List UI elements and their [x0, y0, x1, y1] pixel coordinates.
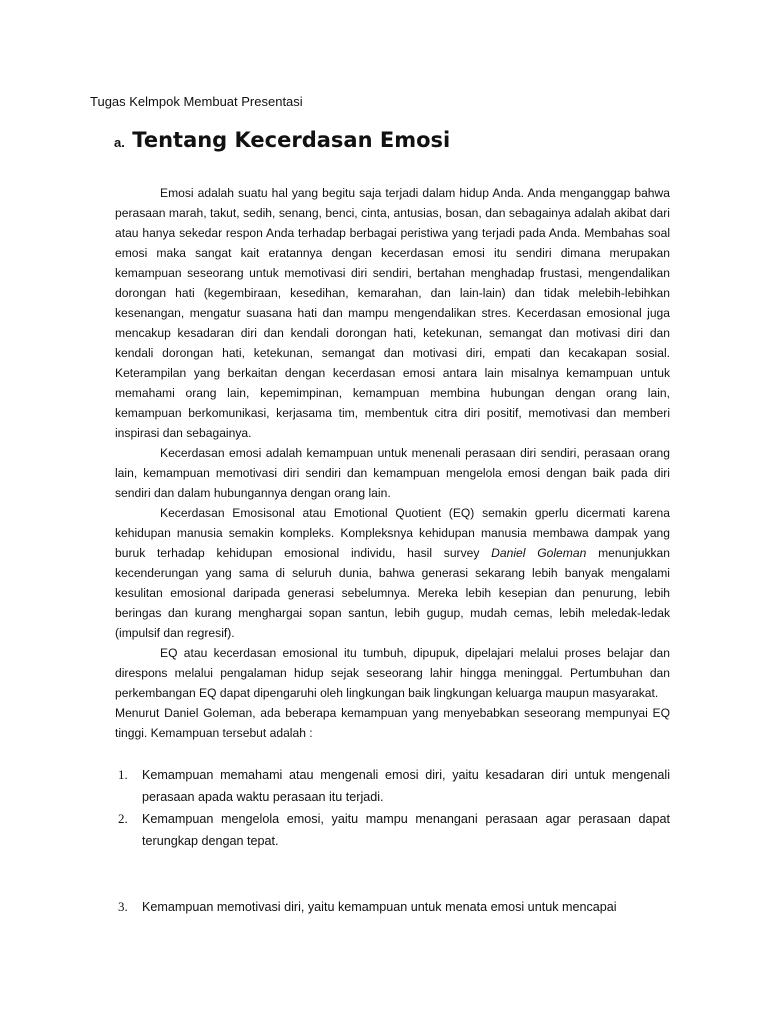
header-note: Tugas Kelmpok Membuat Presentasi	[90, 94, 303, 109]
numbered-list	[115, 764, 670, 852]
section-heading	[114, 128, 450, 152]
section-title: Tentang Kecerdasan Emosi	[132, 128, 451, 152]
body-text	[115, 183, 670, 743]
list-item-number: 2.	[118, 811, 128, 826]
list-item-number: 3.	[118, 899, 128, 914]
list-item-text: Kemampuan memotivasi diri, yaitu kemampuan untuk menata emosi untuk mencapai	[142, 900, 617, 914]
list-item	[115, 896, 670, 918]
paragraph-3-italic-name: Daniel Goleman	[491, 546, 587, 560]
list-item-text: Kemampuan mengelola emosi, yaitu mampu menangani perasaan agar perasaan dapat terungkap dengan tepat.	[142, 812, 670, 848]
list-item-text: Kemampuan memahami atau mengenali emosi diri, yaitu kesadaran diri untuk mengenali perasaan apada waktu perasaan itu terjadi.	[142, 768, 670, 804]
paragraph-1: Emosi adalah suatu hal yang begitu saja terjadi dalam hidup Anda. Anda menganggap bahwa perasaan marah, takut, sedih, senang, benci, cinta, antusias, bosan, dan sebagainya adalah akibat dari atau hanya sekedar respon Anda terhadap berbagai peristiwa yang terjadi pada Anda. Membahas soal emosi maka sangat kait eratannya dengan kecerdasan emosi itu sendiri dimana merupakan kemampuan seseorang untuk memotivasi diri sendiri, bertahan menghadap frustasi, mengendalikan dorongan hati (kegembiraan, kesedihan, kemarahan, dan lain-lain) dan tidak melebih-lebihkan kesenangan, mengatur suasana hati dan mampu mengendalikan stres. Kecerdasan emosional juga mencakup kesadaran diri dan kendali dorongan hati, ketekunan, semangat dan motivasi diri dan kendali dorongan hati, ketekunan, semangat dan motivasi diri, empati dan kecakapan sosial. Keterampilan yang berkaitan dengan kecerdasan emosi antara lain misalnya kemampuan untuk memahami orang lain, kepemimpinan, kemampuan membina hubungan dengan orang lain, kemampuan berkomunikasi, kerjasama tim, membentuk citra diri positif, memotivasi dan memberi inspirasi dan sebagainya.	[115, 186, 670, 440]
list-item	[115, 764, 670, 808]
paragraph-3	[115, 503, 670, 643]
list-item-number: 1.	[118, 767, 128, 782]
paragraph-5: Menurut Daniel Goleman, ada beberapa kemampuan yang menyebabkan seseorang mempunyai EQ tinggi. Kemampuan tersebut adalah :	[115, 706, 670, 740]
paragraph-2: Kecerdasan emosi adalah kemampuan untuk menenali perasaan diri sendiri, perasaan orang lain, kemampuan memotivasi diri sendiri dan kemampuan mengelola emosi dengan baik pada diri sendiri dan dalam hubungannya dengan orang lain.	[115, 446, 670, 500]
paragraph-3-part-2: menunjukkan kecenderungan yang sama di seluruh dunia, bahwa generasi sekarang lebih banyak mengalami kesulitan emosional daripada generasi sebelumnya. Mereka lebih kesepian dan penurung, lebih beringas dan kurang menghargai sopan santun, lebih gugup, mudah cemas, lebih meledak-ledak (impulsif dan regresif).	[115, 546, 670, 640]
numbered-list-continued	[115, 896, 670, 918]
paragraph-4: EQ atau kecerdasan emosional itu tumbuh, dipupuk, dipelajari melalui proses belajar dan direspons melalui pengalaman hidup sejak seseorang lahir hingga meninggal. Pertumbuhan dan perkembangan EQ dapat dipengaruhi oleh lingkungan baik lingkungan keluarga maupun masyarakat.	[115, 646, 670, 700]
section-marker: a.	[114, 135, 125, 150]
paragraph-3-part-1: Kecerdasan Emosisonal atau Emotional Quotient (EQ) semakin gperlu dicermati karena kehidupan manusia semakin kompleks. Kompleksnya kehidupan manusia membawa dampak yang buruk terhadap kehidupan emosional individu, hasil survey	[115, 506, 670, 560]
list-item	[115, 808, 670, 852]
